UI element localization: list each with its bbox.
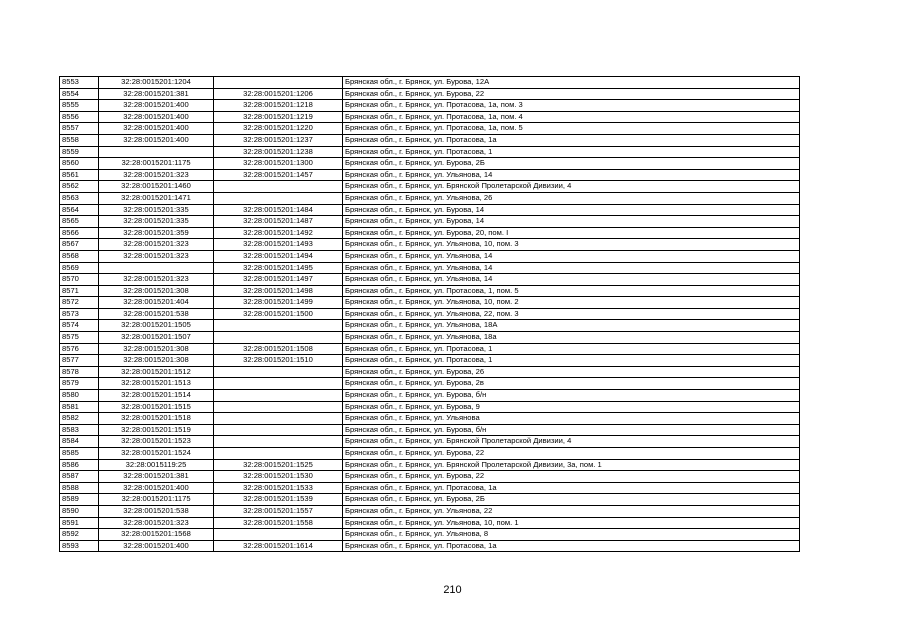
address-cell: Брянская обл., г. Брянск, ул. Протасова, 1	[343, 146, 800, 158]
row-number-cell: 8589	[60, 494, 99, 506]
row-number-cell: 8577	[60, 355, 99, 367]
object-cadastral-number-cell: 32:28:0015201:1300	[214, 158, 343, 170]
land-cadastral-number-cell: 32:28:0015201:1460	[99, 181, 214, 193]
object-cadastral-number-cell: 32:28:0015201:1557	[214, 505, 343, 517]
table-row	[60, 308, 800, 320]
land-cadastral-number-cell: 32:28:0015201:400	[99, 482, 214, 494]
land-cadastral-number-cell: 32:28:0015201:1513	[99, 378, 214, 390]
table-row	[60, 250, 800, 262]
row-number-cell: 8581	[60, 401, 99, 413]
object-cadastral-number-cell	[214, 529, 343, 541]
land-cadastral-number-cell: 32:28:0015201:404	[99, 297, 214, 309]
object-cadastral-number-cell: 32:28:0015201:1498	[214, 285, 343, 297]
row-number-cell: 8590	[60, 505, 99, 517]
land-cadastral-number-cell: 32:28:0015201:1515	[99, 401, 214, 413]
table-row	[60, 401, 800, 413]
row-number-cell: 8571	[60, 285, 99, 297]
row-number-cell: 8559	[60, 146, 99, 158]
table-row	[60, 366, 800, 378]
row-number-cell: 8566	[60, 227, 99, 239]
object-cadastral-number-cell: 32:28:0015201:1494	[214, 250, 343, 262]
object-cadastral-number-cell	[214, 77, 343, 89]
table-row	[60, 227, 800, 239]
page-number: 210	[443, 584, 462, 596]
land-cadastral-number-cell	[99, 262, 214, 274]
address-cell: Брянская обл., г. Брянск, ул. Бурова, 2Б	[343, 494, 800, 506]
land-cadastral-number-cell: 32:28:0015201:323	[99, 517, 214, 529]
address-cell: Брянская обл., г. Брянск, ул. Ульянова, 26	[343, 192, 800, 204]
object-cadastral-number-cell	[214, 436, 343, 448]
land-cadastral-number-cell	[99, 146, 214, 158]
address-cell: Брянская обл., г. Брянск, ул. Протасова, 1	[343, 355, 800, 367]
row-number-cell: 8558	[60, 134, 99, 146]
table-row	[60, 297, 800, 309]
row-number-cell: 8556	[60, 111, 99, 123]
table-row	[60, 378, 800, 390]
row-number-cell: 8564	[60, 204, 99, 216]
address-cell: Брянская обл., г. Брянск, ул. Бурова, 12А	[343, 77, 800, 89]
land-cadastral-number-cell: 32:28:0015201:538	[99, 308, 214, 320]
land-cadastral-number-cell: 32:28:0015201:400	[99, 123, 214, 135]
object-cadastral-number-cell: 32:28:0015201:1220	[214, 123, 343, 135]
table-row	[60, 146, 800, 158]
address-cell: Брянская обл., г. Брянск, ул. Ульянова, 18а	[343, 332, 800, 344]
land-cadastral-number-cell: 32:28:0015201:400	[99, 111, 214, 123]
object-cadastral-number-cell	[214, 401, 343, 413]
row-number-cell: 8574	[60, 320, 99, 332]
row-number-cell: 8570	[60, 274, 99, 286]
land-cadastral-number-cell: 32:28:0015201:323	[99, 169, 214, 181]
object-cadastral-number-cell	[214, 320, 343, 332]
table-row	[60, 239, 800, 251]
address-cell: Брянская обл., г. Брянск, ул. Протасова, 1	[343, 343, 800, 355]
address-cell: Брянская обл., г. Брянск, ул. Протасова, 1а	[343, 134, 800, 146]
land-cadastral-number-cell: 32:28:0015201:1471	[99, 192, 214, 204]
object-cadastral-number-cell: 32:28:0015201:1614	[214, 540, 343, 552]
object-cadastral-number-cell	[214, 448, 343, 460]
registry-table	[59, 76, 800, 552]
land-cadastral-number-cell: 32:28:0015201:323	[99, 239, 214, 251]
row-number-cell: 8583	[60, 424, 99, 436]
address-cell: Брянская обл., г. Брянск, ул. Ульянова, 14	[343, 250, 800, 262]
table-row	[60, 529, 800, 541]
land-cadastral-number-cell: 32:28:0015201:1524	[99, 448, 214, 460]
object-cadastral-number-cell: 32:28:0015201:1206	[214, 88, 343, 100]
row-number-cell: 8582	[60, 413, 99, 425]
address-cell: Брянская обл., г. Брянск, ул. Ульянова, 10, пом. 3	[343, 239, 800, 251]
land-cadastral-number-cell: 32:28:0015119:25	[99, 459, 214, 471]
table-row	[60, 204, 800, 216]
table-row	[60, 274, 800, 286]
object-cadastral-number-cell: 32:28:0015201:1495	[214, 262, 343, 274]
row-number-cell: 8557	[60, 123, 99, 135]
row-number-cell: 8587	[60, 471, 99, 483]
object-cadastral-number-cell: 32:28:0015201:1533	[214, 482, 343, 494]
table-row	[60, 216, 800, 228]
row-number-cell: 8579	[60, 378, 99, 390]
address-cell: Брянская обл., г. Брянск, ул. Протасова, 1, пом. 5	[343, 285, 800, 297]
object-cadastral-number-cell: 32:28:0015201:1484	[214, 204, 343, 216]
land-cadastral-number-cell: 32:28:0015201:1568	[99, 529, 214, 541]
row-number-cell: 8563	[60, 192, 99, 204]
land-cadastral-number-cell: 32:28:0015201:1514	[99, 390, 214, 402]
row-number-cell: 8575	[60, 332, 99, 344]
land-cadastral-number-cell: 32:28:0015201:323	[99, 250, 214, 262]
address-cell: Брянская обл., г. Брянск, ул. Брянской Пролетарской Дивизии, 3а, пом. 1	[343, 459, 800, 471]
row-number-cell: 8573	[60, 308, 99, 320]
row-number-cell: 8576	[60, 343, 99, 355]
object-cadastral-number-cell	[214, 424, 343, 436]
object-cadastral-number-cell: 32:28:0015201:1508	[214, 343, 343, 355]
address-cell: Брянская обл., г. Брянск, ул. Брянской Пролетарской Дивизии, 4	[343, 436, 800, 448]
row-number-cell: 8572	[60, 297, 99, 309]
object-cadastral-number-cell: 32:28:0015201:1497	[214, 274, 343, 286]
address-cell: Брянская обл., г. Брянск, ул. Ульянова, 14	[343, 274, 800, 286]
table-row	[60, 355, 800, 367]
object-cadastral-number-cell: 32:28:0015201:1539	[214, 494, 343, 506]
object-cadastral-number-cell: 32:28:0015201:1530	[214, 471, 343, 483]
object-cadastral-number-cell: 32:28:0015201:1487	[214, 216, 343, 228]
table-row	[60, 77, 800, 89]
address-cell: Брянская обл., г. Брянск, ул. Ульянова, 10, пом. 2	[343, 297, 800, 309]
object-cadastral-number-cell	[214, 366, 343, 378]
table-row	[60, 436, 800, 448]
land-cadastral-number-cell: 32:28:0015201:335	[99, 216, 214, 228]
table-row	[60, 390, 800, 402]
row-number-cell: 8555	[60, 100, 99, 112]
land-cadastral-number-cell: 32:28:0015201:400	[99, 134, 214, 146]
address-cell: Брянская обл., г. Брянск, ул. Протасова, 1а, пом. 3	[343, 100, 800, 112]
address-cell: Брянская обл., г. Брянск, ул. Бурова, 2Б	[343, 158, 800, 170]
row-number-cell: 8584	[60, 436, 99, 448]
land-cadastral-number-cell: 32:28:0015201:359	[99, 227, 214, 239]
land-cadastral-number-cell: 32:28:0015201:1512	[99, 366, 214, 378]
object-cadastral-number-cell: 32:28:0015201:1525	[214, 459, 343, 471]
address-cell: Брянская обл., г. Брянск, ул. Ульянова, 14	[343, 262, 800, 274]
address-cell: Брянская обл., г. Брянск, ул. Бурова, 2в	[343, 378, 800, 390]
object-cadastral-number-cell: 32:28:0015201:1237	[214, 134, 343, 146]
land-cadastral-number-cell: 32:28:0015201:308	[99, 285, 214, 297]
land-cadastral-number-cell: 32:28:0015201:323	[99, 274, 214, 286]
table-row	[60, 181, 800, 193]
object-cadastral-number-cell	[214, 332, 343, 344]
object-cadastral-number-cell: 32:28:0015201:1499	[214, 297, 343, 309]
address-cell: Брянская обл., г. Брянск, ул. Бурова, 26	[343, 366, 800, 378]
table-row	[60, 343, 800, 355]
object-cadastral-number-cell	[214, 413, 343, 425]
row-number-cell: 8580	[60, 390, 99, 402]
row-number-cell: 8592	[60, 529, 99, 541]
object-cadastral-number-cell: 32:28:0015201:1457	[214, 169, 343, 181]
table-row	[60, 413, 800, 425]
land-cadastral-number-cell: 32:28:0015201:335	[99, 204, 214, 216]
land-cadastral-number-cell: 32:28:0015201:400	[99, 540, 214, 552]
row-number-cell: 8560	[60, 158, 99, 170]
table-row	[60, 100, 800, 112]
address-cell: Брянская обл., г. Брянск, ул. Бурова, 22	[343, 471, 800, 483]
land-cadastral-number-cell: 32:28:0015201:1519	[99, 424, 214, 436]
object-cadastral-number-cell	[214, 390, 343, 402]
address-cell: Брянская обл., г. Брянск, ул. Ульянова, 22, пом. 3	[343, 308, 800, 320]
address-cell: Брянская обл., г. Брянск, ул. Ульянова, 22	[343, 505, 800, 517]
row-number-cell: 8554	[60, 88, 99, 100]
table-row	[60, 262, 800, 274]
table-row	[60, 540, 800, 552]
row-number-cell: 8565	[60, 216, 99, 228]
table-row	[60, 123, 800, 135]
address-cell: Брянская обл., г. Брянск, ул. Бурова, 9	[343, 401, 800, 413]
address-cell: Брянская обл., г. Брянск, ул. Бурова, 22	[343, 448, 800, 460]
land-cadastral-number-cell: 32:28:0015201:1505	[99, 320, 214, 332]
address-cell: Брянская обл., г. Брянск, ул. Ульянова, 8	[343, 529, 800, 541]
table-row	[60, 471, 800, 483]
table-row	[60, 192, 800, 204]
table-row	[60, 505, 800, 517]
land-cadastral-number-cell: 32:28:0015201:1175	[99, 158, 214, 170]
land-cadastral-number-cell: 32:28:0015201:1175	[99, 494, 214, 506]
address-cell: Брянская обл., г. Брянск, ул. Бурова, 14	[343, 216, 800, 228]
land-cadastral-number-cell: 32:28:0015201:381	[99, 471, 214, 483]
row-number-cell: 8553	[60, 77, 99, 89]
object-cadastral-number-cell: 32:28:0015201:1219	[214, 111, 343, 123]
row-number-cell: 8593	[60, 540, 99, 552]
table-row	[60, 448, 800, 460]
row-number-cell: 8568	[60, 250, 99, 262]
address-cell: Брянская обл., г. Брянск, ул. Протасова, 1а, пом. 4	[343, 111, 800, 123]
object-cadastral-number-cell: 32:28:0015201:1218	[214, 100, 343, 112]
address-cell: Брянская обл., г. Брянск, ул. Бурова, б/н	[343, 390, 800, 402]
land-cadastral-number-cell: 32:28:0015201:1518	[99, 413, 214, 425]
address-cell: Брянская обл., г. Брянск, ул. Бурова, 22	[343, 88, 800, 100]
address-cell: Брянская обл., г. Брянск, ул. Бурова, б/н	[343, 424, 800, 436]
table-row	[60, 459, 800, 471]
object-cadastral-number-cell: 32:28:0015201:1558	[214, 517, 343, 529]
land-cadastral-number-cell: 32:28:0015201:308	[99, 355, 214, 367]
table-row	[60, 169, 800, 181]
land-cadastral-number-cell: 32:28:0015201:1204	[99, 77, 214, 89]
address-cell: Брянская обл., г. Брянск, ул. Ульянова	[343, 413, 800, 425]
land-cadastral-number-cell: 32:28:0015201:400	[99, 100, 214, 112]
row-number-cell: 8591	[60, 517, 99, 529]
table-row	[60, 320, 800, 332]
address-cell: Брянская обл., г. Брянск, ул. Ульянова, 18А	[343, 320, 800, 332]
row-number-cell: 8585	[60, 448, 99, 460]
table-row	[60, 424, 800, 436]
object-cadastral-number-cell	[214, 192, 343, 204]
address-cell: Брянская обл., г. Брянск, ул. Ульянова, 14	[343, 169, 800, 181]
table-row	[60, 494, 800, 506]
address-cell: Брянская обл., г. Брянск, ул. Протасова, 1а	[343, 482, 800, 494]
object-cadastral-number-cell	[214, 378, 343, 390]
table-row	[60, 134, 800, 146]
object-cadastral-number-cell: 32:28:0015201:1492	[214, 227, 343, 239]
address-cell: Брянская обл., г. Брянск, ул. Бурова, 20, пом. I	[343, 227, 800, 239]
row-number-cell: 8567	[60, 239, 99, 251]
object-cadastral-number-cell: 32:28:0015201:1510	[214, 355, 343, 367]
row-number-cell: 8562	[60, 181, 99, 193]
address-cell: Брянская обл., г. Брянск, ул. Ульянова, 10, пом. 1	[343, 517, 800, 529]
land-cadastral-number-cell: 32:28:0015201:538	[99, 505, 214, 517]
object-cadastral-number-cell: 32:28:0015201:1493	[214, 239, 343, 251]
row-number-cell: 8561	[60, 169, 99, 181]
address-cell: Брянская обл., г. Брянск, ул. Бурова, 14	[343, 204, 800, 216]
table-row	[60, 88, 800, 100]
address-cell: Брянская обл., г. Брянск, ул. Брянской Пролетарской Дивизии, 4	[343, 181, 800, 193]
land-cadastral-number-cell: 32:28:0015201:1523	[99, 436, 214, 448]
land-cadastral-number-cell: 32:28:0015201:1507	[99, 332, 214, 344]
table-row	[60, 482, 800, 494]
land-cadastral-number-cell: 32:28:0015201:308	[99, 343, 214, 355]
row-number-cell: 8588	[60, 482, 99, 494]
land-cadastral-number-cell: 32:28:0015201:381	[99, 88, 214, 100]
table-row	[60, 517, 800, 529]
address-cell: Брянская обл., г. Брянск, ул. Протасова, 1а	[343, 540, 800, 552]
row-number-cell: 8586	[60, 459, 99, 471]
table-row	[60, 158, 800, 170]
address-cell: Брянская обл., г. Брянск, ул. Протасова, 1а, пом. 5	[343, 123, 800, 135]
object-cadastral-number-cell	[214, 181, 343, 193]
table-row	[60, 111, 800, 123]
object-cadastral-number-cell: 32:28:0015201:1238	[214, 146, 343, 158]
table-row	[60, 332, 800, 344]
row-number-cell: 8569	[60, 262, 99, 274]
object-cadastral-number-cell: 32:28:0015201:1500	[214, 308, 343, 320]
table-row	[60, 285, 800, 297]
registry-table-body	[60, 77, 800, 552]
row-number-cell: 8578	[60, 366, 99, 378]
